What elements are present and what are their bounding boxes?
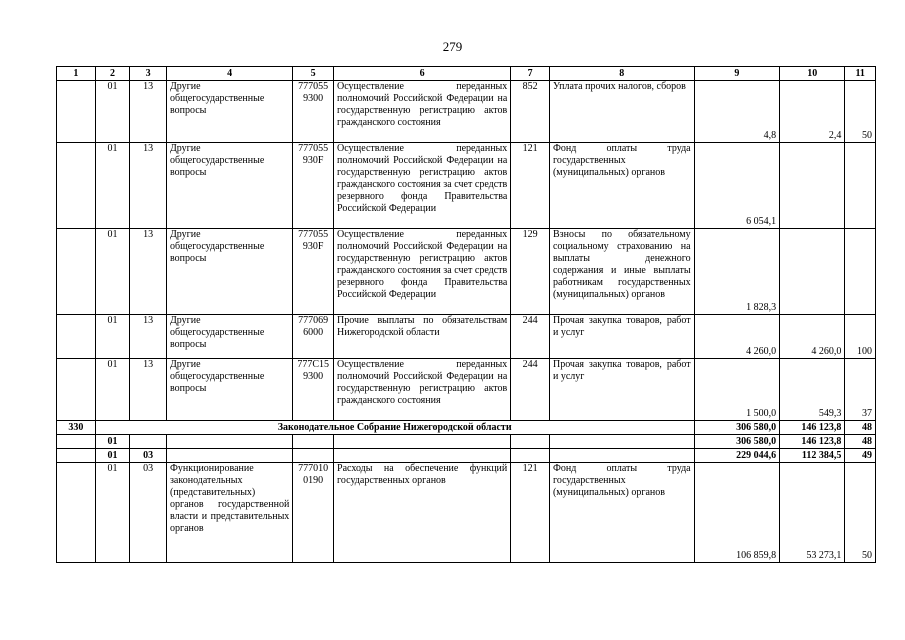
planned-amount: 106 859,8 bbox=[694, 463, 780, 563]
expense-type-code: 852 bbox=[511, 81, 550, 143]
section-code: 01 bbox=[95, 81, 130, 143]
section-total-row bbox=[57, 421, 876, 435]
section-code: 01 bbox=[95, 229, 130, 315]
target-item-code: 7770100190 bbox=[293, 463, 334, 563]
header-cell: 10 bbox=[780, 67, 845, 81]
header-cell: 2 bbox=[95, 67, 130, 81]
section-name: Другие общегосударственные вопросы bbox=[166, 81, 292, 143]
header-cell: 9 bbox=[694, 67, 780, 81]
actual-amount: 146 123,8 bbox=[780, 435, 845, 449]
actual-amount: 146 123,8 bbox=[780, 421, 845, 435]
expense-type-name: Прочая закупка товаров, работ и услуг bbox=[549, 315, 694, 359]
header-cell: 11 bbox=[845, 67, 876, 81]
table-row bbox=[57, 359, 876, 421]
header-cell: 7 bbox=[511, 67, 550, 81]
header-cell: 3 bbox=[130, 67, 167, 81]
planned-amount: 6 054,1 bbox=[694, 143, 780, 229]
header-cell: 4 bbox=[166, 67, 292, 81]
target-item-code: 777С159300 bbox=[293, 359, 334, 421]
actual-amount: 2,4 bbox=[780, 81, 845, 143]
actual-amount bbox=[780, 143, 845, 229]
percent-executed: 48 bbox=[845, 435, 876, 449]
subsection-code: 13 bbox=[130, 315, 167, 359]
section-name: Другие общегосударственные вопросы bbox=[166, 315, 292, 359]
actual-amount: 4 260,0 bbox=[780, 315, 845, 359]
target-item-name: Осуществление переданных полномочий Российской Федерации на государственную регистрацию актов гражданского состояния bbox=[334, 359, 511, 421]
target-item-name: Осуществление переданных полномочий Российской Федерации на государственную регистрацию актов гражданского состояния за счет средств резервного фонда Правительства Российской Федерации bbox=[334, 229, 511, 315]
actual-amount: 549,3 bbox=[780, 359, 845, 421]
table-row bbox=[57, 143, 876, 229]
target-item-code: 7770696000 bbox=[293, 315, 334, 359]
section-code: 01 bbox=[95, 463, 130, 563]
percent-executed: 100 bbox=[845, 315, 876, 359]
expense-type-code: 129 bbox=[511, 229, 550, 315]
planned-amount: 4 260,0 bbox=[694, 315, 780, 359]
table-row bbox=[57, 81, 876, 143]
target-item-code: 777055930F bbox=[293, 143, 334, 229]
header-cell: 6 bbox=[334, 67, 511, 81]
section-code: 01 bbox=[95, 449, 130, 463]
target-item-name: Прочие выплаты по обязательствам Нижегородской области bbox=[334, 315, 511, 359]
section-code: 01 bbox=[95, 435, 130, 449]
target-item-code: 777055930F bbox=[293, 229, 334, 315]
table-row bbox=[57, 315, 876, 359]
actual-amount bbox=[780, 229, 845, 315]
expense-type-name: Прочая закупка товаров, работ и услуг bbox=[549, 359, 694, 421]
percent-executed: 49 bbox=[845, 449, 876, 463]
section-name: Другие общегосударственные вопросы bbox=[166, 229, 292, 315]
subsection-code: 13 bbox=[130, 359, 167, 421]
actual-amount: 112 384,5 bbox=[780, 449, 845, 463]
subsection-code: 13 bbox=[130, 143, 167, 229]
planned-amount: 306 580,0 bbox=[694, 435, 780, 449]
expense-type-name: Фонд оплаты труда государственных (муниципальных) органов bbox=[549, 143, 694, 229]
subsection-code: 13 bbox=[130, 81, 167, 143]
expense-type-code: 121 bbox=[511, 463, 550, 563]
percent-executed bbox=[845, 143, 876, 229]
planned-amount: 306 580,0 bbox=[694, 421, 780, 435]
header-row bbox=[57, 67, 876, 81]
subtotal-row bbox=[57, 435, 876, 449]
expense-type-code: 121 bbox=[511, 143, 550, 229]
department-code: 330 bbox=[57, 421, 96, 435]
section-code: 01 bbox=[95, 315, 130, 359]
header-cell: 5 bbox=[293, 67, 334, 81]
page-number: 279 bbox=[442, 39, 463, 54]
header-cell: 8 bbox=[549, 67, 694, 81]
percent-executed: 48 bbox=[845, 421, 876, 435]
target-item-name: Расходы на обеспечение функций государственных органов bbox=[334, 463, 511, 563]
expense-type-name: Фонд оплаты труда государственных (муниципальных) органов bbox=[549, 463, 694, 563]
header-cell: 1 bbox=[57, 67, 96, 81]
subsection-code: 13 bbox=[130, 229, 167, 315]
percent-executed: 37 bbox=[845, 359, 876, 421]
planned-amount: 1 500,0 bbox=[694, 359, 780, 421]
section-name: Функционирование законодательных (представительных) органов государственной власти и представительных органов bbox=[166, 463, 292, 563]
planned-amount: 1 828,3 bbox=[694, 229, 780, 315]
percent-executed bbox=[845, 229, 876, 315]
subsection-code: 03 bbox=[130, 463, 167, 563]
target-item-name: Осуществление переданных полномочий Российской Федерации на государственную регистрацию актов гражданского состояния bbox=[334, 81, 511, 143]
table-row bbox=[57, 463, 876, 563]
percent-executed: 50 bbox=[845, 81, 876, 143]
section-code: 01 bbox=[95, 143, 130, 229]
actual-amount: 53 273,1 bbox=[780, 463, 845, 563]
planned-amount: 229 044,6 bbox=[694, 449, 780, 463]
expense-type-code: 244 bbox=[511, 315, 550, 359]
department-title: Законодательное Собрание Нижегородской области bbox=[95, 421, 694, 435]
percent-executed: 50 bbox=[845, 463, 876, 563]
section-name: Другие общегосударственные вопросы bbox=[166, 359, 292, 421]
expense-type-name: Взносы по обязательному социальному страхованию на выплаты денежного содержания и иные выплаты работникам государственных (муниципальных) органов bbox=[549, 229, 694, 315]
table-row bbox=[57, 229, 876, 315]
expense-type-code: 244 bbox=[511, 359, 550, 421]
section-code: 01 bbox=[95, 359, 130, 421]
subtotal-row bbox=[57, 449, 876, 463]
planned-amount: 4,8 bbox=[694, 81, 780, 143]
section-name: Другие общегосударственные вопросы bbox=[166, 143, 292, 229]
target-item-code: 7770559300 bbox=[293, 81, 334, 143]
budget-table bbox=[56, 66, 876, 563]
expense-type-name: Уплата прочих налогов, сборов bbox=[549, 81, 694, 143]
subsection-code: 03 bbox=[130, 449, 167, 463]
target-item-name: Осуществление переданных полномочий Российской Федерации на государственную регистрацию актов гражданского состояния за счет средств резервного фонда Правительства Российской Федерации bbox=[334, 143, 511, 229]
